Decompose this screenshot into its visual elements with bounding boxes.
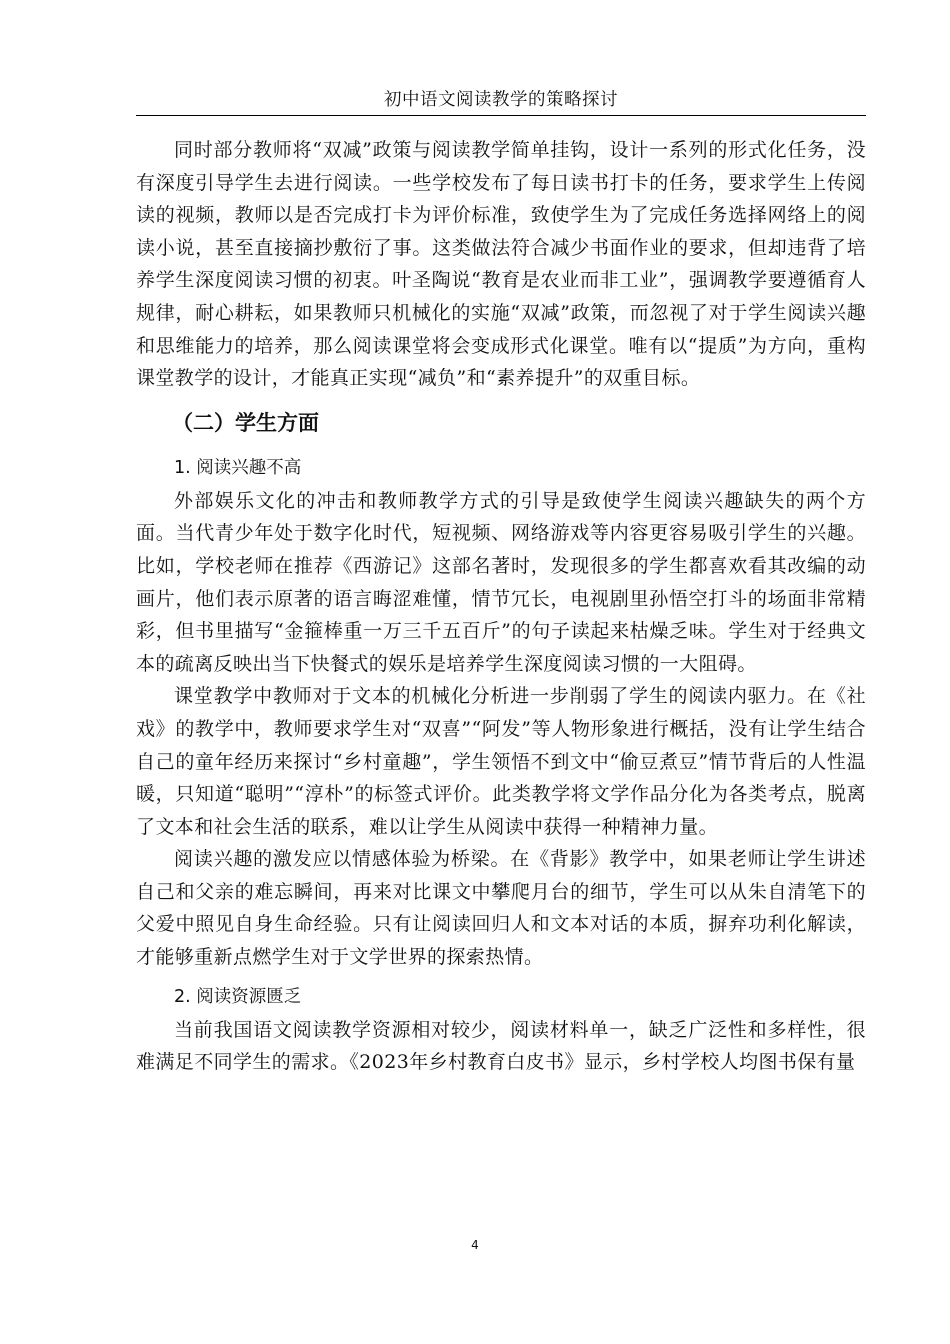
page-number: 4 xyxy=(471,1238,479,1252)
paragraph-entertainment-impact: 外部娱乐文化的冲击和教师教学方式的引导是致使学生阅读兴趣缺失的两个方面。当代青少年处于数字化时代，短视频、网络游戏等内容更容易吸引学生的兴趣。比如，学校老师在推荐《西游记》这部名著时，发现很多的学生都喜欢看其改编的动画片，他们表示原著的语言晦涩难懂，情节冗长，电视剧里孙悟空打斗的场面非常精彩，但书里描写“金箍棒重一万三千五百斤”的句子读起来枯燥乏味。学生对于经典文本的疏离反映出当下快餐式的娱乐是培养学生深度阅读习惯的一大阻碍。 xyxy=(136,489,866,675)
paragraph-emotional-experience: 阅读兴趣的激发应以情感体验为桥梁。在《背影》教学中，如果老师让学生讲述自己和父亲的难忘瞬间，再来对比课文中攀爬月台的细节，学生可以从朱自清笔下的父爱中照见自身生命经验。只有让阅读回归人和文本对话的本质，摒弃功利化解读，才能够重新点燃学生对于文学世界的探索热情。 xyxy=(136,848,866,969)
paragraph-double-reduction: 同时部分教师将“双减”政策与阅读教学简单挂钩，设计一系列的形式化任务，没有深度引导学生去进行阅读。一些学校发布了每日读书打卡的任务，要求学生上传阅读的视频，教师以是否完成打卡为评价标准，致使学生为了完成任务选择网络上的阅读小说，甚至直接摘抄敷衍了事。这类做法符合减少书面作业的要求，但却违背了培养学生深度阅读习惯的初衷。叶圣陶说“教育是农业而非工业”，强调教学要遵循育人规律，耐心耕耘，如果教师只机械化的实施“双减”政策，而忽视了对于学生阅读兴趣和思维能力的培养，那么阅读课堂将会变成形式化课堂。唯有以“提质”为方向，重构课堂教学的设计，才能真正实现“减负”和“素养提升”的双重目标。 xyxy=(136,139,866,390)
section-heading-students: （二）学生方面 xyxy=(172,410,319,435)
subheading-reading-interest: 1. 阅读兴趣不高 xyxy=(174,457,302,478)
running-header: 初中语文阅读教学的策略探讨 xyxy=(384,90,618,110)
subheading-reading-resources: 2. 阅读资源匮乏 xyxy=(174,986,302,1007)
paragraph-mechanical-analysis: 课堂教学中教师对于文本的机械化分析进一步削弱了学生的阅读内驱力。在《社戏》的教学中，教师要求学生对“双喜”“阿发”等人物形象进行概括，没有让学生结合自己的童年经历来探讨“乡村童趣”，学生领悟不到文中“偷豆煮豆”情节背后的人性温暖，只知道“聪明”“淳朴”的标签式评价。此类教学将文学作品分化为各类考点，脱离了文本和社会生活的联系，难以让学生从阅读中获得一种精神力量。 xyxy=(136,685,866,838)
paragraph-resource-shortage: 当前我国语文阅读教学资源相对较少，阅读材料单一，缺乏广泛性和多样性，很难满足不同学生的需求。《2023年乡村教育白皮书》显示，乡村学校人均图书保有量 xyxy=(136,1018,866,1074)
header-divider xyxy=(136,115,866,116)
page-body xyxy=(136,134,866,1079)
